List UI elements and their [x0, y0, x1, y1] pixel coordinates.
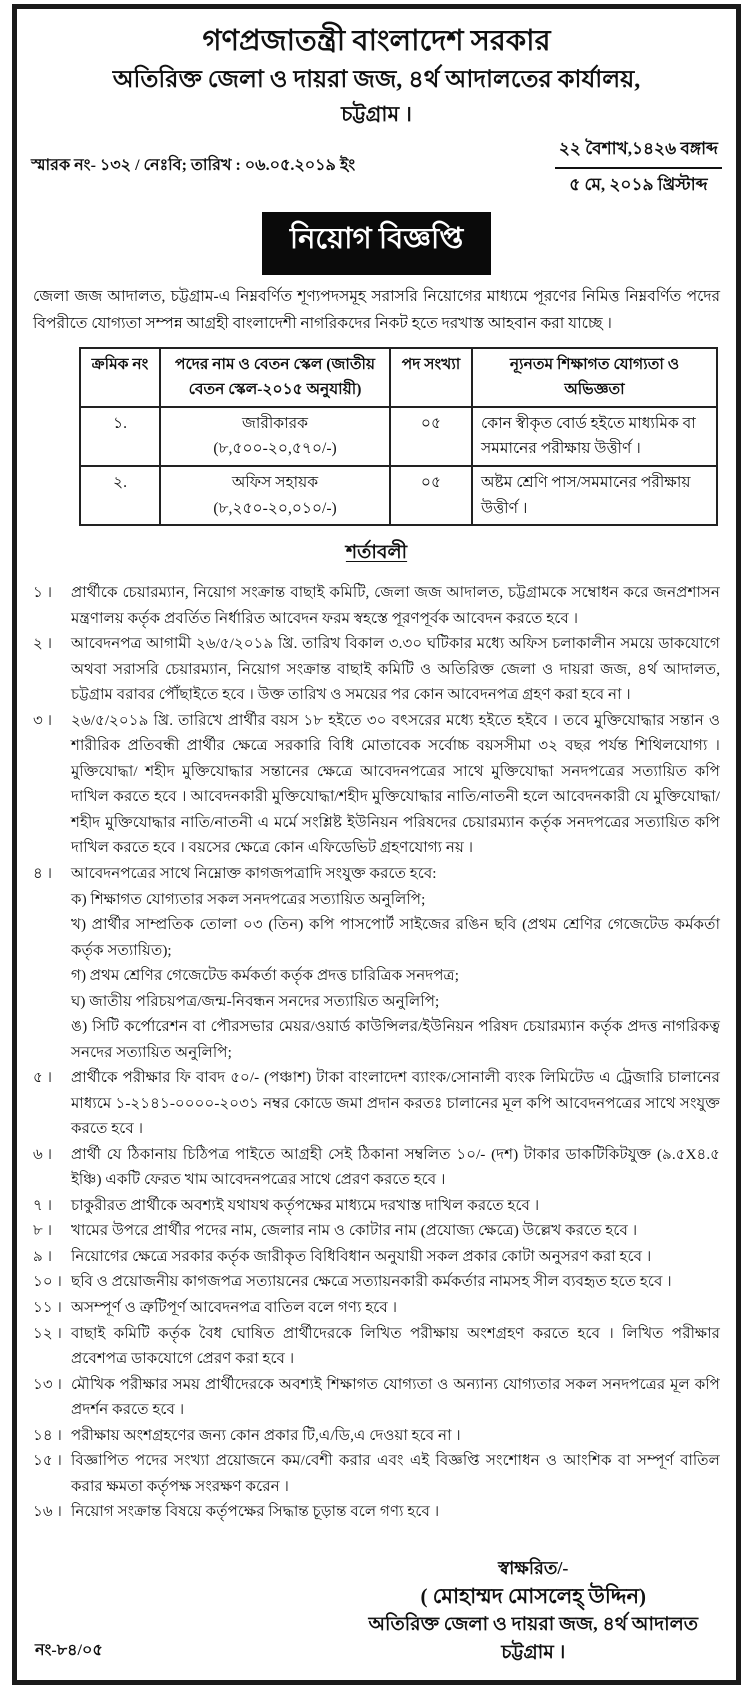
- signatory-name: ( মোহাম্মদ মোসলেহ্ উদ্দিন): [420, 1583, 646, 1608]
- signature-footer-row: [31, 1555, 722, 1669]
- condition-subitems: [71, 887, 720, 1066]
- post-name: জারীকারক: [241, 414, 309, 432]
- memo-row: [31, 136, 722, 200]
- condition-text: মৌখিক পরীক্ষার সময় প্রার্থীদেরকে অবশ্যই শিক্ষাগত যোগ্যতা ও অন্যান্য যোগ্যতার সকল সনদপত্রের মূল কপি প্রদর্শন করতে হবে ।: [71, 1375, 720, 1419]
- condition-text: ছবি ও প্রয়োজনীয় কাগজপত্র সত্যায়নের ক্ষেত্রে সত্যায়নকারী কর্মকর্তার নামসহ সীল ব্যবহৃত হতে হবে ।: [71, 1273, 672, 1291]
- office-location: চট্টগ্রাম ।: [341, 102, 412, 127]
- condition-text: নিয়োগ সংক্রান্ত বিষয়ে কর্তৃপক্ষের সিদ্ধান্ত চূড়ান্ত বলে গণ্য হবে ।: [71, 1503, 440, 1521]
- condition-text: চাকুরীরত প্রার্থীকে অবশ্যই যথাযথ কর্তৃপক্ষের মাধ্যমে দরখাস্ত দাখিল করতে হবে ।: [71, 1196, 540, 1214]
- condition-number: ৭ ।: [33, 1196, 53, 1214]
- condition-number: ১৫ ।: [33, 1452, 62, 1470]
- vacancy-table-body: [80, 407, 717, 525]
- subitem-uma: ঙ) সিটি কর্পোরেশন বা পৌরসভার মেয়র/ওয়ার্ড কাউন্সিলর/ইউনিয়ন পরিষদ চেয়ারম্যান কর্তৃক প্রদত্ত নাগরিকত্ব সনদের সত্যায়িত অনুলিপি;: [71, 1018, 720, 1061]
- vacancy-table: [79, 347, 718, 526]
- condition-text: পরীক্ষায় অংশগ্রহণের জন্য কোন প্রকার টি,এ/ডি,এ দেওয়া হবে না ।: [71, 1426, 461, 1444]
- cell-count: ০৫: [390, 407, 472, 466]
- cell-qualification: কোন স্বীকৃত বোর্ড হইতে মাধ্যমিক বা সমমানের পরীক্ষায় উত্তীর্ণ ।: [472, 407, 717, 466]
- subitem-gha: ঘ) জাতীয় পরিচয়পত্র/জন্ম-নিবন্ধন সনদের সত্যায়িত অনুলিপি;: [71, 992, 440, 1010]
- condition-item-2: [33, 631, 720, 708]
- condition-text: প্রার্থী যে ঠিকানায় চিঠিপত্র পাইতে আগ্রহী সেই ঠিকানা সম্বলিত ১০/- (দশ) টাকার ডাকটিকিটযুক্ত (৯.৫X৪.৫ ইঞ্চি) একটি ফেরত খাম আবেদনপত্রের সাথে প্রেরণ করতে হবে ।: [71, 1145, 720, 1189]
- condition-item-9: [33, 1244, 720, 1270]
- condition-text: ২৬/৫/২০১৯ খ্রি. তারিখে প্রার্থীর বয়স ১৮ হইতে ৩০ বৎসরের মধ্যে হইতে হইবে । তবে মুক্তিযোদ্ধার সন্তান ও শারীরিক প্রতিবন্ধী প্রার্থীর ক্ষেত্রে সরকারি বিধি মোতাবেক সর্বোচ্চ বয়সসীমা ৩২ বছর পর্যন্ত শিথিলযোগ্য । মুক্তিযোদ্ধা/ শহীদ মুক্তিযোদ্ধার সন্তানের ক্ষেত্রে আবেদনপত্রের সাথে মুক্তিযোদ্ধা সনদপত্রের সত্যায়িত কপি দাখিল করতে হবে । আবেদনকারী মুক্তিযোদ্ধা/শহীদ মুক্তিযোদ্ধার নাতি/নাতনী হলে আবেদনকারী যে মুক্তিযোদ্ধা/শহীদ মুক্তিযোদ্ধার নাতি/নাতনী এ মর্মে সংশ্লিষ্ট ইউনিয়ন পরিষদের চেয়ারম্যান কর্তৃক সনদপত্রের সত্যায়িত কপি দাখিল করতে হবে । বয়সের ক্ষেত্রে কোন এফিডেভিট গ্রহণযোগ্য নয় ।: [71, 711, 720, 857]
- title-badge-wrap: [31, 212, 722, 275]
- signatory-designation: অতিরিক্ত জেলা ও দায়রা জজ, ৪র্থ আদালত: [368, 1614, 698, 1636]
- condition-text: আবেদনপত্রের সাথে নিম্নোক্ত কাগজপত্রাদি সংযুক্ত করতে হবে:: [71, 864, 437, 882]
- condition-item-15: [33, 1448, 720, 1499]
- cell-count: ০৫: [390, 466, 472, 525]
- letterhead: [31, 23, 722, 128]
- condition-item-8: [33, 1218, 720, 1244]
- condition-text: বাছাই কমিটি কর্তৃক বৈধ ঘোষিত প্রার্থীদেরকে লিখিত পরীক্ষায় অংশগ্রহণ করতে হবে । লিখিত পরীক্ষার প্রবেশপত্র ডাকযোগে প্রেরণ করা হবে ।: [71, 1324, 720, 1368]
- condition-item-5: [33, 1065, 720, 1142]
- post-scale: (৮,২৫০-২০,০১০/-): [213, 499, 337, 517]
- condition-text: আবেদনপত্র আগামী ২৬/৫/২০১৯ খ্রি. তারিখ বিকাল ৩.৩০ ঘটিকার মধ্যে অফিস চলাকালীন সময়ে ডাকযোগে অথবা সরাসরি চেয়ারম্যান, নিয়োগ সংক্রান্ত বাছাই কমিটি ও অতিরিক্ত জেলা ও দায়রা জজ, ৪র্থ আদালত, চট্টগ্রাম বরাবর পৌঁছাইতে হবে । উক্ত তারিখ ও সময়ের পর কোন আবেদনপত্র গ্রহণ করা হবে না ।: [71, 635, 720, 704]
- subitem-ga: গ) প্রথম শ্রেণির গেজেটেড কর্মকর্তা কর্তৃক প্রদত্ত চারিত্রিক সনদপত্র;: [71, 967, 459, 985]
- signature-signed-label: স্বাক্ষরিত/-: [498, 1557, 569, 1578]
- post-scale: (৮,৫০০-২০,৫৭০/-): [213, 440, 337, 458]
- condition-number: ১২ ।: [33, 1324, 62, 1342]
- condition-item-11: [33, 1295, 720, 1321]
- footer-ref-number: নং-৮৪/০৫: [35, 1642, 103, 1660]
- conditions-list: [33, 580, 720, 1525]
- table-row: [80, 407, 717, 466]
- condition-item-14: [33, 1423, 720, 1449]
- cell-serial: ১.: [80, 407, 160, 466]
- memo-number-line: স্মারক নং- ১৩২ / নেঃবি; তারিখ : ০৬.০৫.২০১৯ ইং: [31, 156, 356, 174]
- document-page: [12, 4, 741, 1685]
- condition-item-7: [33, 1193, 720, 1219]
- condition-number: ৩ ।: [33, 711, 53, 729]
- condition-number: ৫ ।: [33, 1069, 53, 1087]
- condition-item-10: [33, 1269, 720, 1295]
- header-post-count: পদ সংখ্যা: [390, 348, 472, 407]
- condition-text: অসম্পূর্ণ ও ত্রুটিপূর্ণ আবেদনপত্র বাতিল বলে গণ্য হবে ।: [71, 1299, 398, 1316]
- condition-number: ১৩ ।: [33, 1375, 62, 1393]
- intro-paragraph: জেলা জজ আদালত, চট্টগ্রাম-এ নিম্নবর্ণিত শূণ্যপদসমূহ সরাসরি নিয়োগের মাধ্যমে পূরণের নিমিত্ত নিম্নবর্ণিত পদের বিপরীতে যোগ্যতা সম্পন্ন আগ্রহী বাংলাদেশী নাগরিকদের নিকট হতে দরখাস্ত আহবান করা যাচ্ছে ।: [33, 287, 720, 332]
- condition-number: ৮ ।: [33, 1222, 53, 1240]
- condition-item-1: [33, 580, 720, 631]
- condition-item-16: [33, 1499, 720, 1525]
- post-name: অফিস সহায়ক: [231, 474, 319, 491]
- signature-block: [369, 1555, 698, 1667]
- condition-item-12: [33, 1321, 720, 1372]
- condition-number: ৬ ।: [33, 1145, 53, 1163]
- conditions-heading: শর্তাবলী: [345, 542, 408, 564]
- condition-number: ২ ।: [33, 635, 53, 653]
- subitem-kha: খ) প্রার্থীর সাম্প্রতিক তোলা ০৩ (তিন) কপি পাসপোর্ট সাইজের রঙিন ছবি (প্রথম শ্রেণির গেজেটেড কর্মকর্তা কর্তৃক সত্যায়িত);: [71, 916, 720, 959]
- cell-serial: ২.: [80, 466, 160, 525]
- header-post-name: পদের নাম ও বেতন স্কেল (জাতীয় বেতন স্কেল-২০১৫ অনুযায়ী): [160, 348, 390, 407]
- condition-number: ১০ ।: [33, 1273, 62, 1291]
- condition-item-3: [33, 708, 720, 861]
- table-row: [80, 466, 717, 525]
- cell-qualification: অষ্টম শ্রেণি পাস/সমমানের পরীক্ষায় উত্তীর্ণ ।: [472, 466, 717, 525]
- condition-number: ১১ ।: [33, 1299, 62, 1316]
- vacancy-table-head: [80, 348, 717, 407]
- condition-text: বিজ্ঞাপিত পদের সংখ্যা প্রয়োজনে কম/বেশী করার এবং এই বিজ্ঞপ্তি সংশোধন ও আংশিক বা সম্পূর্ণ বাতিল করার ক্ষমতা কর্তৃপক্ষ সংরক্ষণ করেন ।: [71, 1452, 720, 1495]
- condition-text: নিয়োগের ক্ষেত্রে সরকার কর্তৃক জারীকৃত বিধিবিধান অনুযায়ী সকল প্রকার কোটা অনুসরণ করা হবে ।: [71, 1247, 652, 1265]
- condition-item-13: [33, 1372, 720, 1423]
- date-gregorian: ৫ মে, ২০১৯ খ্রিস্টাব্দ: [569, 174, 708, 194]
- condition-text-with-subitems: [71, 861, 720, 1065]
- condition-number: ৯ ।: [33, 1247, 53, 1265]
- condition-item-6: [33, 1142, 720, 1193]
- date-bangla: ২২ বৈশাখ,১৪২৬ বঙ্গাব্দ: [555, 136, 722, 169]
- subitem-ka: ক) শিক্ষাগত যোগ্যতার সকল সনদপত্রের সত্যায়িত অনুলিপি;: [71, 890, 426, 908]
- date-block: [555, 136, 722, 200]
- government-title: গণপ্রজাতন্ত্রী বাংলাদেশ সরকার: [202, 25, 551, 57]
- condition-number: ৪ ।: [33, 864, 53, 882]
- cell-post: [160, 407, 390, 466]
- condition-number: ১ ।: [33, 584, 53, 602]
- notice-title-badge: নিয়োগ বিজ্ঞপ্তি: [262, 212, 491, 275]
- cell-post: [160, 466, 390, 525]
- header-qualification: ন্যূনতম শিক্ষাগত যোগ্যতা ও অভিজ্ঞতা: [472, 348, 717, 407]
- condition-text: প্রার্থীকে চেয়ারম্যান, নিয়োগ সংক্রান্ত বাছাই কমিটি, জেলা জজ আদালত, চট্টগ্রামকে সম্বোধন করে জনপ্রশাসন মন্ত্রণালয় কর্তৃক প্রবর্তিত নির্ধারিত আবেদন ফরম স্বহস্তে পূরণপূর্বক আবেদন করতে হবে ।: [71, 584, 720, 627]
- condition-item-4: [33, 861, 720, 1065]
- condition-text: খামের উপরে প্রার্থীর পদের নাম, জেলার নাম ও কোটার নাম (প্রযোজ্য ক্ষেত্রে) উল্লেখ করতে হবে ।: [71, 1222, 638, 1240]
- signatory-place: চট্টগ্রাম ।: [501, 1641, 566, 1663]
- office-title: অতিরিক্ত জেলা ও দায়রা জজ, ৪র্থ আদালতের কার্যালয়,: [112, 67, 641, 94]
- condition-text: প্রার্থীকে পরীক্ষার ফি বাবদ ৫০/- (পঞ্চাশ) টাকা বাংলাদেশ ব্যাংক/সোনালী ব্যংক লিমিটেড এ ট্রেজারি চালানের মাধ্যমে ১-২১৪১-০০০০-২০৩১ নম্বর কোডে জমা প্রদান করতঃ চালানের মূল কপি আবেদনপত্রের সাথে সংযুক্ত করতে হবে ।: [71, 1069, 720, 1138]
- condition-number: ১৪ ।: [33, 1426, 62, 1444]
- table-header-row: [80, 348, 717, 407]
- condition-number: ১৬ ।: [33, 1503, 62, 1521]
- header-serial: ক্রমিক নং: [80, 348, 160, 407]
